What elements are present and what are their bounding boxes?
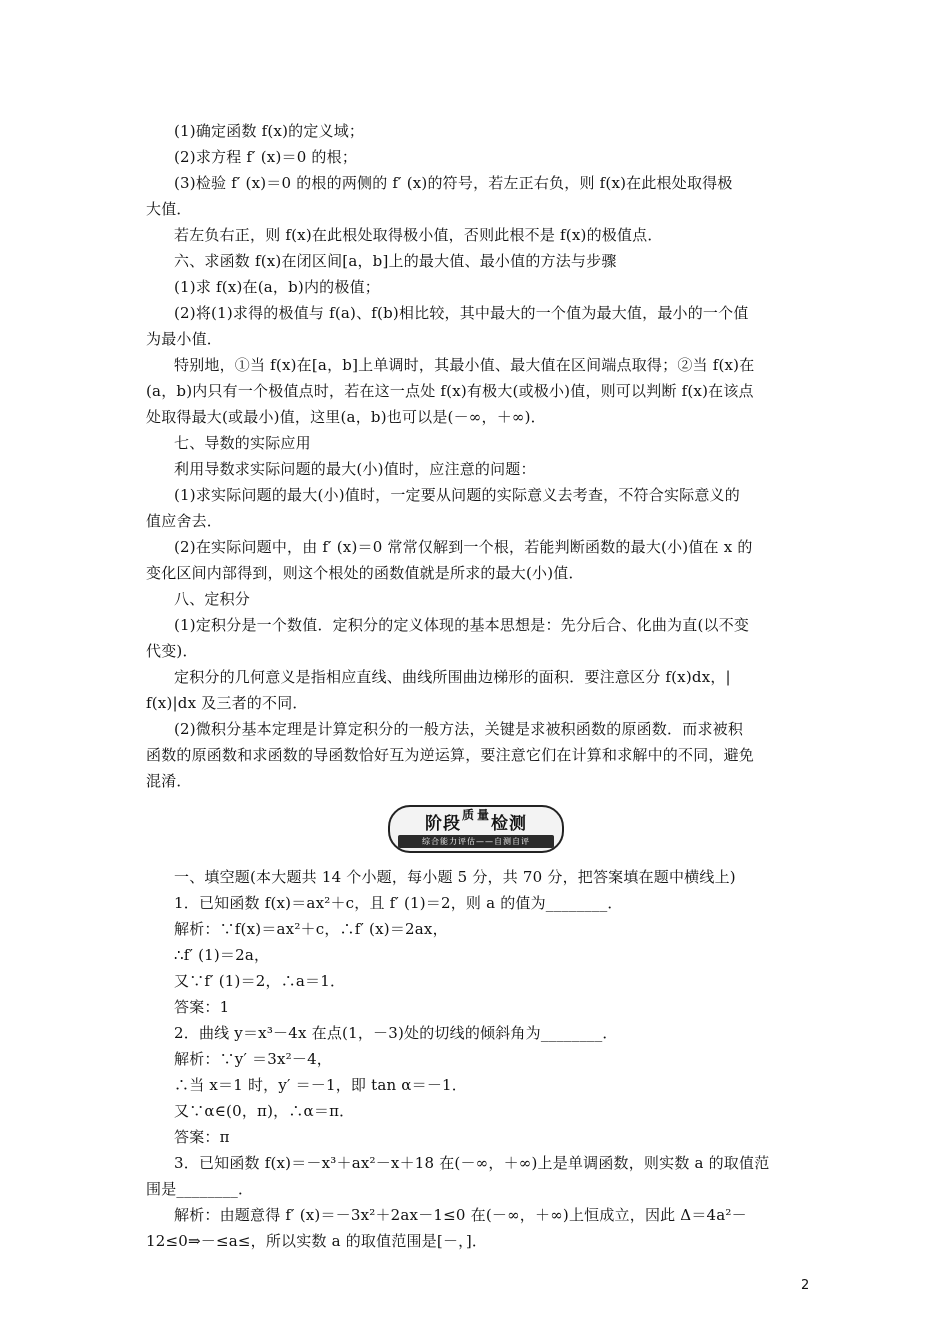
text-line: 六、求函数 f(x)在闭区间[a，b]上的最大值、最小值的方法与步骤: [174, 252, 617, 270]
banner-title-left: 阶段: [424, 813, 461, 834]
exercise-line: 解析：由题意得 f′ (x)＝－3x²＋2ax－1≤0 在(－∞，＋∞)上恒成立，因此 Δ＝4a²－: [174, 1206, 747, 1224]
text-line: 值应舍去．: [146, 512, 223, 530]
text-line: 处取得最大(或最小)值，这里(a，b)也可以是(－∞，＋∞)．: [146, 408, 546, 426]
text-line: (2)在实际问题中，由 f′ (x)＝0 常常仅解到一个根，若能判断函数的最大(小)值在 x 的: [174, 538, 753, 556]
exercise-line: 又∵α∈(0，π)，∴α＝π．: [174, 1102, 355, 1120]
page-number: 2: [801, 1278, 810, 1293]
exercise-line: 12≤0⇒－≤a≤，所以实数 a 的取值范围是[－，]．: [146, 1232, 488, 1250]
text-line: 函数的原函数和求函数的导函数恰好互为逆运算，要注意它们在计算和求解中的不同，避免: [146, 746, 755, 764]
exercise-line: 1．已知函数 f(x)＝ax²＋c，且 f′ (1)＝2，则 a 的值为________．: [174, 894, 623, 912]
exercise-line: ∴当 x＝1 时，y′ ＝－1，即 tan α＝－1．: [174, 1076, 467, 1094]
document-body: [146, 118, 806, 1254]
text-line: 变化区间内部得到，则这个根处的函数值就是所求的最大(小)值．: [146, 564, 584, 582]
text-line: (a，b)内只有一个极值点时，若在这一点处 f(x)有极大(或极小)值，则可以判断 f(x)在该点: [146, 382, 754, 400]
exercise-line: 答案：π: [174, 1128, 230, 1146]
text-line: (1)定积分是一个数值．定积分的定义体现的基本思想是：先分后合、化曲为直(以不变: [174, 616, 750, 634]
text-line: 混淆．: [146, 772, 192, 790]
exercise-line: 一、填空题(本大题共 14 个小题，每小题 5 分，共 70 分，把答案填在题中横线上): [174, 868, 736, 886]
banner-title-right: 检测: [491, 813, 528, 834]
banner-title-mid2: 量: [477, 807, 491, 822]
text-line: 若左负右正，则 f(x)在此根处取得极小值，否则此根不是 f(x)的极值点．: [174, 226, 663, 244]
exercise-line: 解析：∵f(x)＝ax²＋c，∴f′ (x)＝2ax，: [174, 920, 448, 938]
text-line: 特别地，①当 f(x)在[a，b]上单调时，其最小值、最大值在区间端点取得；②当 f(x)在: [174, 356, 755, 374]
text-line: 大值．: [146, 200, 192, 218]
text-line: 代变)．: [146, 642, 198, 660]
text-line: 为最小值．: [146, 330, 223, 348]
text-line: 定积分的几何意义是指相应直线、曲线所围曲边梯形的面积．要注意区分 f(x)dx，|: [174, 668, 731, 686]
text-line: (2)将(1)求得的极值与 f(a)、f(b)相比较，其中最大的一个值为最大值，最小的一个值: [174, 304, 749, 322]
text-line: (1)求 f(x)在(a，b)内的极值；: [174, 278, 380, 296]
text-line: (1)求实际问题的最大(小)值时，一定要从问题的实际意义去考查，不符合实际意义的: [174, 486, 740, 504]
exercise-line: ∴f′ (1)＝2a，: [174, 946, 270, 964]
banner-title-mid1: 质: [461, 807, 475, 822]
text-line: (3)检验 f′ (x)＝0 的根的两侧的 f′ (x)的符号，若左正右负，则 f(x)在此根处取得极: [174, 174, 733, 192]
text-line: (2)微积分基本定理是计算定积分的一般方法，关键是求被积函数的原函数．而求被积: [174, 720, 744, 738]
text-line: 利用导数求实际问题的最大(小)值时，应注意的问题：: [174, 460, 536, 478]
text-line: 八、定积分: [174, 590, 251, 608]
text-line: (2)求方程 f′ (x)＝0 的根；: [174, 148, 358, 166]
exercise-line: 又∵f′ (1)＝2，∴a＝1．: [174, 972, 346, 990]
exercise-section: [146, 864, 806, 1254]
quality-check-banner: [388, 805, 564, 853]
theory-section: [146, 118, 806, 794]
exercise-line: 3．已知函数 f(x)＝－x³＋ax²－x＋18 在(－∞，＋∞)上是单调函数，则实数 a 的取值范: [174, 1154, 770, 1172]
text-line: 七、导数的实际应用: [174, 434, 311, 452]
exercise-line: 答案：1: [174, 998, 230, 1016]
text-line: f(x)|dx 及三者的不同．: [146, 694, 308, 712]
text-line: (1)确定函数 f(x)的定义域；: [174, 122, 365, 140]
exercise-line: 2．曲线 y＝x³－4x 在点(1，－3)处的切线的倾斜角为________．: [174, 1024, 618, 1042]
banner-subtitle: 综合能力评估——自测自评: [398, 835, 554, 848]
exercise-line: 解析：∵y′ ＝3x²－4，: [174, 1050, 333, 1068]
exercise-line: 围是________．: [146, 1180, 254, 1198]
section-banner-wrap: [146, 798, 806, 860]
banner-title: [390, 807, 562, 835]
